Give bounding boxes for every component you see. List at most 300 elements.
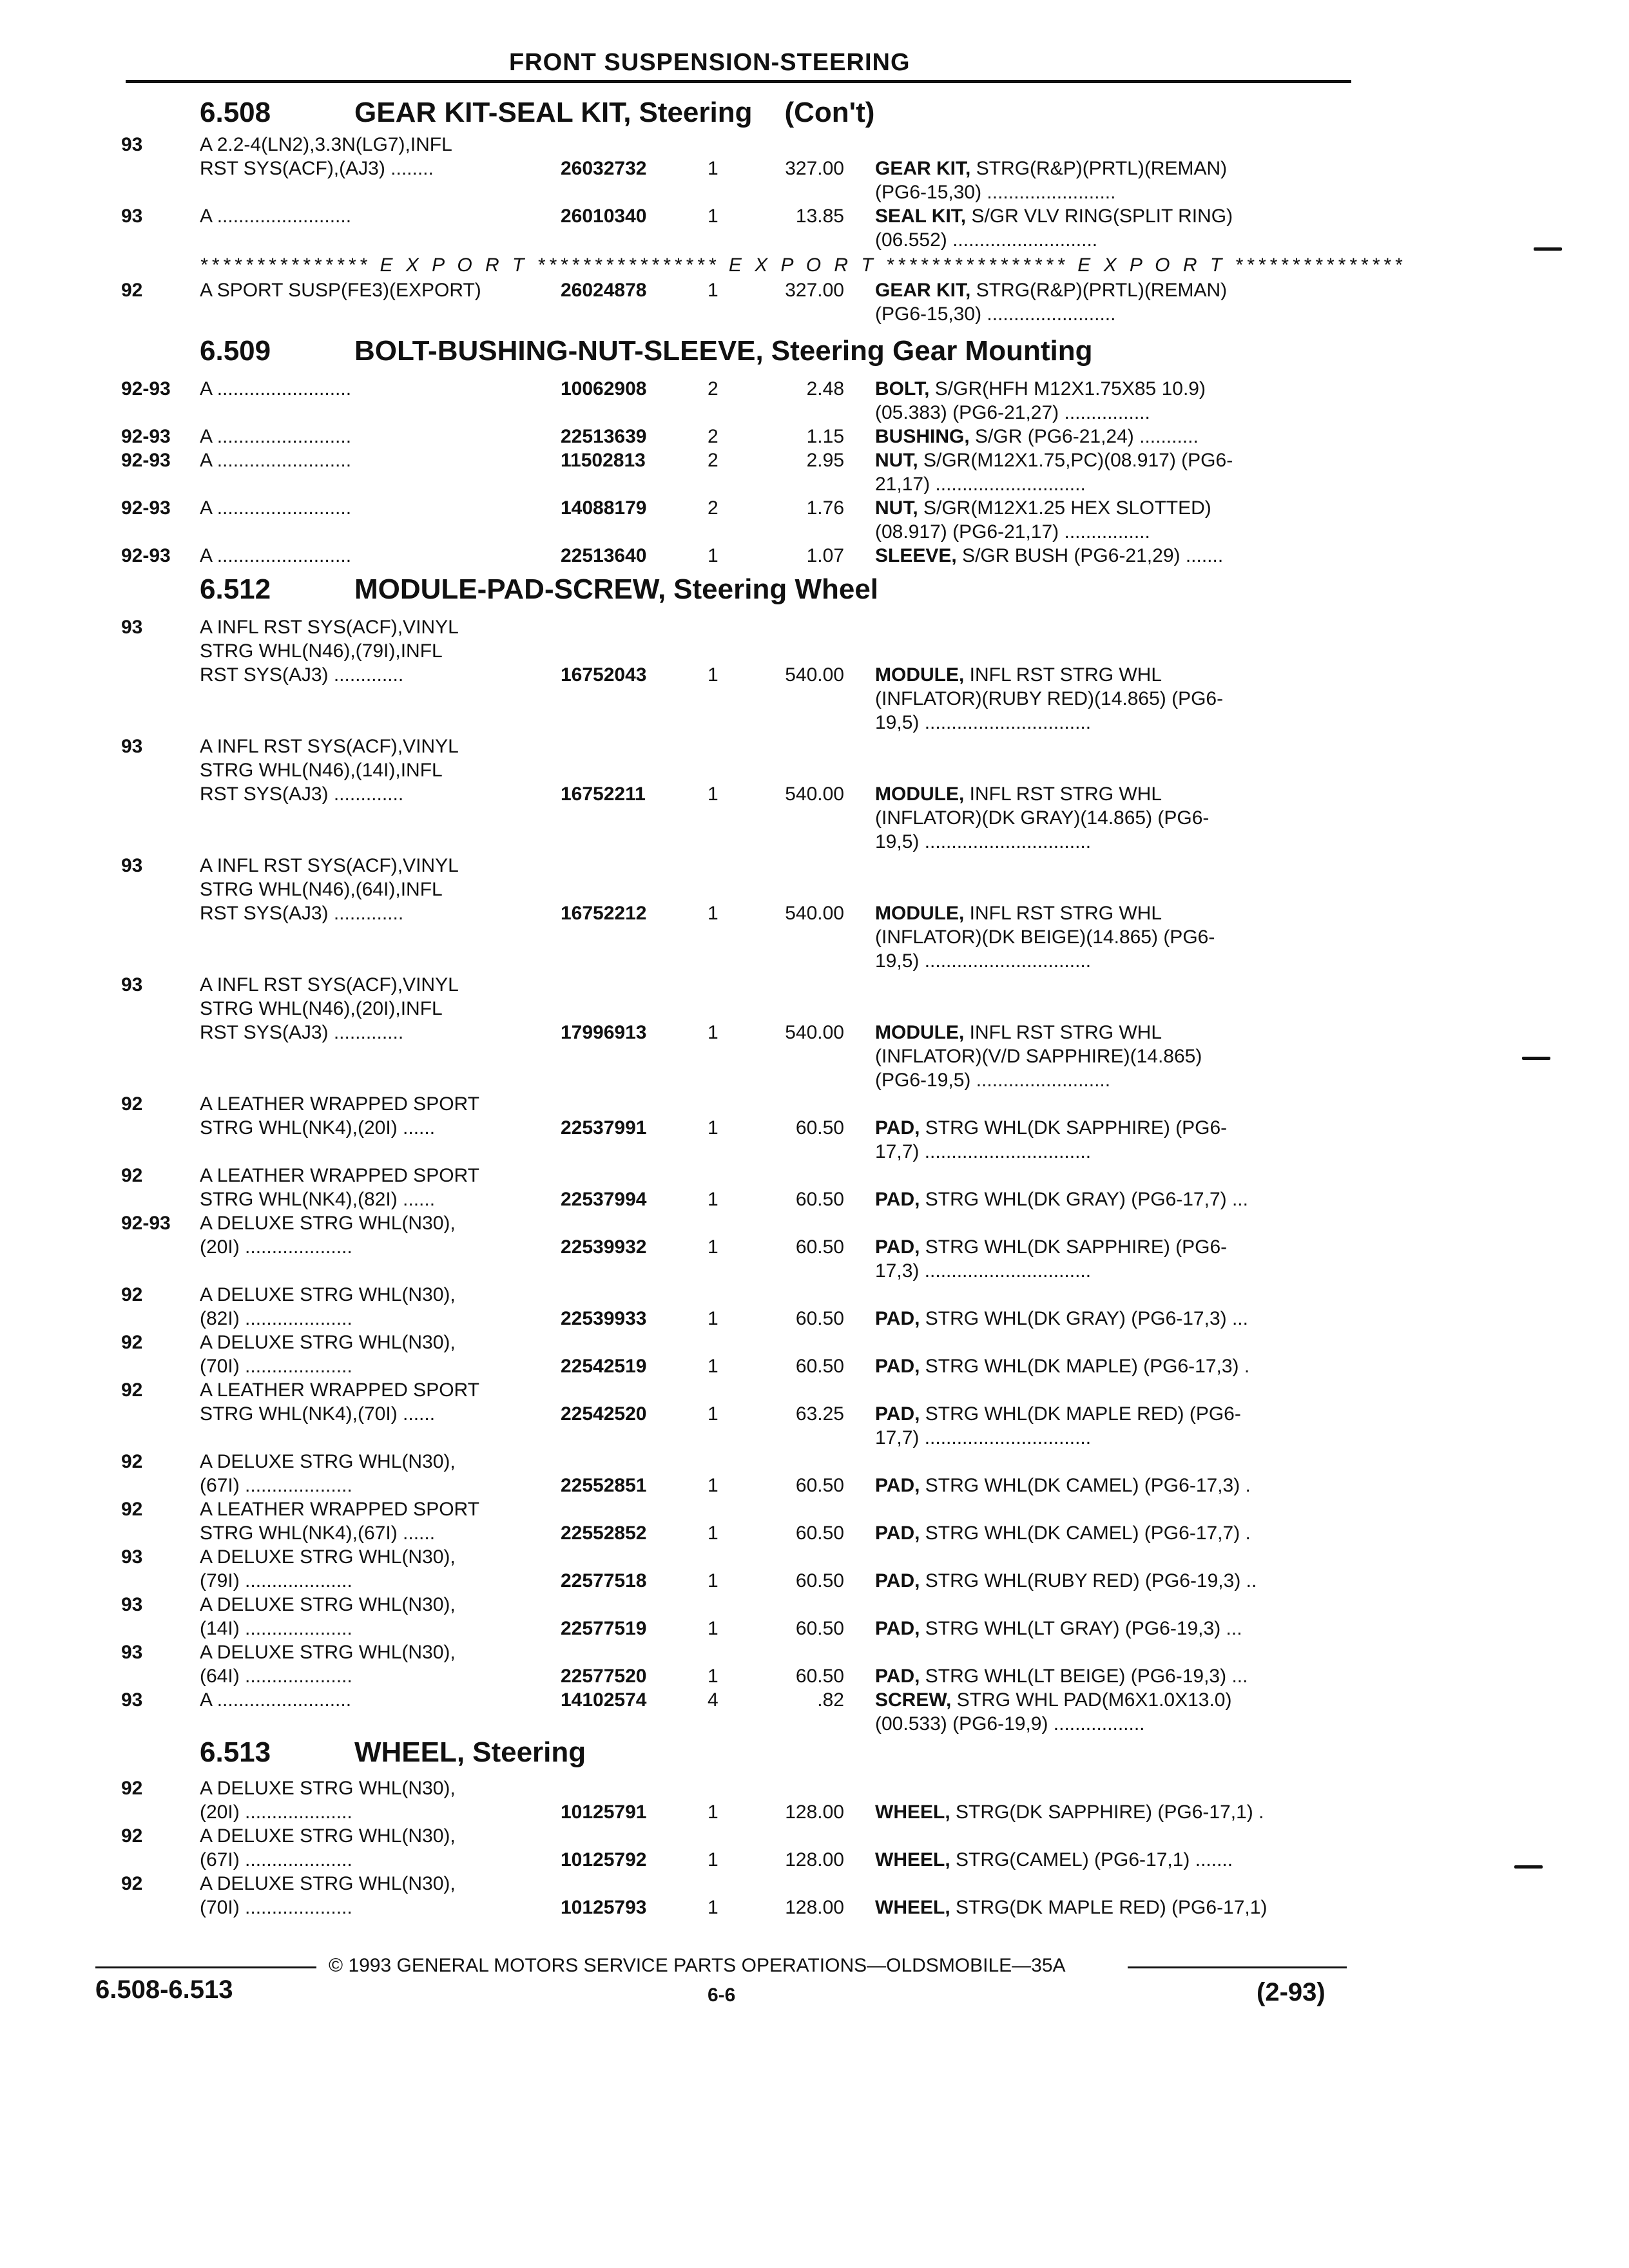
item-detail: STRG WHL(DK CAMEL) (PG6-17,3) . xyxy=(920,1475,1251,1496)
list-price: .82 xyxy=(817,1689,844,1711)
quantity: 1 xyxy=(708,1802,718,1823)
item-detail: STRG WHL(DK CAMEL) (PG6-17,7) . xyxy=(920,1523,1251,1544)
part-number: 16752211 xyxy=(561,783,646,805)
section-title xyxy=(354,97,874,129)
list-price: 60.50 xyxy=(795,1356,844,1377)
usage-description: RST SYS(AJ3) ............. xyxy=(200,903,404,924)
item-name: PAD, xyxy=(875,1356,920,1377)
item-description xyxy=(875,1044,1202,1068)
item-description xyxy=(875,377,1206,401)
usage-description: A LEATHER WRAPPED SPORT xyxy=(200,1093,479,1115)
section-subtitle: Steering Gear Mounting xyxy=(771,335,1093,367)
quantity: 1 xyxy=(708,1022,718,1043)
quantity: 1 xyxy=(708,1570,718,1591)
item-description xyxy=(875,925,1215,949)
item-description xyxy=(875,1426,1091,1450)
part-number: 26024878 xyxy=(561,280,647,301)
list-price: 60.50 xyxy=(795,1308,844,1329)
item-description xyxy=(875,1617,1242,1640)
item-name: PAD, xyxy=(875,1117,920,1139)
list-price: 128.00 xyxy=(785,1802,844,1823)
list-price: 128.00 xyxy=(785,1897,844,1918)
part-number: 10125793 xyxy=(561,1897,647,1918)
item-description xyxy=(875,496,1211,520)
list-price: 327.00 xyxy=(785,158,844,179)
quantity: 1 xyxy=(708,1236,718,1258)
item-description xyxy=(875,1307,1248,1331)
item-name: WHEEL, xyxy=(875,1897,950,1918)
usage-description: A DELUXE STRG WHL(N30), xyxy=(200,1546,456,1568)
list-price: 540.00 xyxy=(785,783,844,805)
item-name: BUSHING, xyxy=(875,426,970,447)
part-number: 22552851 xyxy=(561,1475,647,1496)
usage-description: A DELUXE STRG WHL(N30), xyxy=(200,1642,456,1663)
item-detail: (05.383) (PG6-21,27) ................ xyxy=(875,402,1150,423)
quantity: 2 xyxy=(708,426,718,447)
section-number: 6.509 xyxy=(200,335,271,367)
section-title-main: BOLT-BUSHING-NUT-SLEEVE, xyxy=(354,335,764,367)
item-detail: STRG(R&P)(PRTL)(REMAN) xyxy=(970,280,1228,301)
list-price: 1.07 xyxy=(806,545,844,566)
quantity: 1 xyxy=(708,545,718,566)
list-price: 60.50 xyxy=(795,1666,844,1687)
usage-description: RST SYS(AJ3) ............. xyxy=(200,1022,404,1043)
list-price: 1.15 xyxy=(806,426,844,447)
list-price: 2.95 xyxy=(806,450,844,471)
quantity: 1 xyxy=(708,903,718,924)
usage-description: A INFL RST SYS(ACF),VINYL xyxy=(200,974,459,995)
list-price: 540.00 xyxy=(785,903,844,924)
item-detail: STRG WHL(DK SAPPHIRE) (PG6- xyxy=(920,1236,1228,1258)
model-year: 92 xyxy=(121,1499,143,1520)
part-number: 10125791 xyxy=(561,1802,647,1823)
list-price: 60.50 xyxy=(795,1236,844,1258)
usage-description: A ......................... xyxy=(200,206,352,227)
margin-mark xyxy=(1534,247,1562,251)
model-year: 92-93 xyxy=(121,450,171,471)
footer-page-number: 6-6 xyxy=(708,1984,736,2006)
item-description xyxy=(875,278,1227,302)
usage-description: A DELUXE STRG WHL(N30), xyxy=(200,1332,456,1353)
item-detail: INFL RST STRG WHL xyxy=(964,1022,1162,1043)
model-year: 92-93 xyxy=(121,378,171,399)
item-detail: (INFLATOR)(DK BEIGE)(14.865) (PG6- xyxy=(875,927,1215,948)
usage-description: (67I) .................... xyxy=(200,1475,352,1496)
item-description xyxy=(875,806,1209,830)
usage-description: (20I) .................... xyxy=(200,1802,352,1823)
item-name: GEAR KIT, xyxy=(875,280,971,301)
usage-description: (70I) .................... xyxy=(200,1356,352,1377)
item-detail: 17,3) ............................... xyxy=(875,1260,1092,1282)
quantity: 1 xyxy=(708,1403,718,1425)
item-detail: INFL RST STRG WHL xyxy=(964,903,1162,924)
item-description xyxy=(875,687,1223,711)
section-title-main: MODULE-PAD-SCREW, xyxy=(354,573,666,605)
item-description xyxy=(875,1354,1249,1378)
quantity: 1 xyxy=(708,1308,718,1329)
usage-description: STRG WHL(N46),(20I),INFL xyxy=(200,998,443,1019)
list-price: 540.00 xyxy=(785,664,844,686)
item-detail: STRG WHL(DK MAPLE RED) (PG6- xyxy=(920,1403,1241,1425)
item-name: SEAL KIT, xyxy=(875,206,967,227)
item-description xyxy=(875,782,1162,806)
item-name: NUT, xyxy=(875,450,918,471)
item-name: GEAR KIT, xyxy=(875,158,971,179)
section-subtitle: Steering Wheel xyxy=(673,573,879,605)
list-price: 60.50 xyxy=(795,1189,844,1210)
item-detail: STRG(DK SAPPHIRE) (PG6-17,1) . xyxy=(950,1802,1264,1823)
item-detail: (INFLATOR)(RUBY RED)(14.865) (PG6- xyxy=(875,688,1224,709)
usage-description: STRG WHL(N46),(79I),INFL xyxy=(200,640,443,662)
usage-description: STRG WHL(N46),(14I),INFL xyxy=(200,760,443,781)
item-detail: INFL RST STRG WHL xyxy=(964,664,1162,686)
quantity: 1 xyxy=(708,1117,718,1139)
item-description xyxy=(875,302,1115,326)
usage-description: A DELUXE STRG WHL(N30), xyxy=(200,1284,456,1305)
margin-mark xyxy=(1522,1057,1550,1060)
item-description xyxy=(875,1140,1091,1164)
item-detail: STRG WHL PAD(M6X1.0X13.0) xyxy=(951,1689,1232,1711)
list-price: 60.50 xyxy=(795,1618,844,1639)
usage-description: A INFL RST SYS(ACF),VINYL xyxy=(200,855,459,876)
part-number: 22552852 xyxy=(561,1523,647,1544)
list-price: 60.50 xyxy=(795,1475,844,1496)
usage-description: (14I) .................... xyxy=(200,1618,352,1639)
page-title: FRONT SUSPENSION-STEERING xyxy=(509,49,911,76)
part-number: 22577520 xyxy=(561,1666,647,1687)
section-heading xyxy=(0,97,1629,135)
item-detail: STRG(CAMEL) (PG6-17,1) ....... xyxy=(950,1849,1233,1870)
quantity: 1 xyxy=(708,783,718,805)
item-name: WHEEL, xyxy=(875,1802,950,1823)
footer-rule-left xyxy=(95,1966,316,1968)
item-description xyxy=(875,1664,1248,1688)
item-description xyxy=(875,1021,1162,1044)
item-detail: S/GR VLV RING(SPLIT RING) xyxy=(966,206,1233,227)
usage-description: A LEATHER WRAPPED SPORT xyxy=(200,1165,479,1186)
usage-description: A ......................... xyxy=(200,1689,352,1711)
model-year: 92-93 xyxy=(121,426,171,447)
model-year: 92-93 xyxy=(121,545,171,566)
item-name: PAD, xyxy=(875,1618,920,1639)
model-year: 93 xyxy=(121,974,143,995)
usage-description: A 2.2-4(LN2),3.3N(LG7),INFL xyxy=(200,134,452,155)
item-name: PAD, xyxy=(875,1403,920,1425)
item-detail: (PG6-19,5) ......................... xyxy=(875,1070,1111,1091)
list-price: 13.85 xyxy=(795,206,844,227)
item-detail: STRG WHL(LT GRAY) (PG6-19,3) ... xyxy=(920,1618,1242,1639)
item-name: PAD, xyxy=(875,1475,920,1496)
usage-description: (82I) .................... xyxy=(200,1308,352,1329)
footer-date: (2-93) xyxy=(1257,1978,1325,2006)
item-name: MODULE, xyxy=(875,783,965,805)
item-name: PAD, xyxy=(875,1189,920,1210)
quantity: 1 xyxy=(708,206,718,227)
model-year: 92 xyxy=(121,1778,143,1799)
part-number: 16752212 xyxy=(561,903,647,924)
footer-copyright: © 1993 GENERAL MOTORS SERVICE PARTS OPERATIONS—OLDSMOBILE—35A xyxy=(329,1955,1066,1976)
item-description xyxy=(875,401,1150,425)
part-number: 10062908 xyxy=(561,378,647,399)
part-number: 10125792 xyxy=(561,1849,647,1870)
quantity: 2 xyxy=(708,497,718,519)
item-description xyxy=(875,901,1162,925)
item-name: SCREW, xyxy=(875,1689,952,1711)
part-number: 26032732 xyxy=(561,158,647,179)
section-title xyxy=(354,573,878,606)
item-detail: 21,17) ............................ xyxy=(875,474,1086,495)
model-year: 92 xyxy=(121,1165,143,1186)
item-name: SLEEVE, xyxy=(875,545,957,566)
item-detail: STRG WHL(DK GRAY) (PG6-17,7) ... xyxy=(920,1189,1248,1210)
model-year: 93 xyxy=(121,736,143,757)
list-price: 60.50 xyxy=(795,1117,844,1139)
item-detail: (08.917) (PG6-21,17) ................ xyxy=(875,521,1150,543)
item-name: PAD, xyxy=(875,1308,920,1329)
quantity: 1 xyxy=(708,1849,718,1870)
section-title-main: GEAR KIT-SEAL KIT, xyxy=(354,97,631,128)
quantity: 1 xyxy=(708,158,718,179)
usage-description: A ......................... xyxy=(200,426,352,447)
section-number: 6.508 xyxy=(200,97,271,128)
usage-description: RST SYS(AJ3) ............. xyxy=(200,664,404,686)
item-detail: STRG WHL(DK MAPLE) (PG6-17,3) . xyxy=(920,1356,1250,1377)
footer-section-range: 6.508-6.513 xyxy=(95,1975,233,2004)
item-name: MODULE, xyxy=(875,903,965,924)
item-description xyxy=(875,1187,1248,1211)
usage-description: A LEATHER WRAPPED SPORT xyxy=(200,1499,479,1520)
item-detail: 19,5) ............................... xyxy=(875,831,1092,852)
part-number: 14088179 xyxy=(561,497,647,519)
item-detail: STRG WHL(RUBY RED) (PG6-19,3) .. xyxy=(920,1570,1257,1591)
list-price: 2.48 xyxy=(806,378,844,399)
model-year: 92 xyxy=(121,1379,143,1401)
item-name: MODULE, xyxy=(875,1022,965,1043)
item-description xyxy=(875,472,1086,496)
usage-description: A DELUXE STRG WHL(N30), xyxy=(200,1873,456,1894)
item-detail: S/GR(M12X1.25 HEX SLOTTED) xyxy=(918,497,1211,519)
item-description xyxy=(875,520,1150,544)
item-description xyxy=(875,1402,1241,1426)
item-name: NUT, xyxy=(875,497,918,519)
part-number: 22513640 xyxy=(561,545,647,566)
list-price: 60.50 xyxy=(795,1523,844,1544)
model-year: 92 xyxy=(121,280,143,301)
item-description xyxy=(875,1569,1257,1593)
item-detail: INFL RST STRG WHL xyxy=(964,783,1162,805)
list-price: 128.00 xyxy=(785,1849,844,1870)
section-title xyxy=(354,1736,586,1769)
item-detail: STRG(DK MAPLE RED) (PG6-17,1) xyxy=(950,1897,1268,1918)
usage-description: A ......................... xyxy=(200,497,352,519)
usage-description: A ......................... xyxy=(200,450,352,471)
usage-description: (67I) .................... xyxy=(200,1849,352,1870)
usage-description: STRG WHL(NK4),(67I) ...... xyxy=(200,1523,436,1544)
item-description xyxy=(875,204,1233,228)
part-number: 22542520 xyxy=(561,1403,647,1425)
quantity: 1 xyxy=(708,1897,718,1918)
item-detail: STRG WHL(DK GRAY) (PG6-17,3) ... xyxy=(920,1308,1248,1329)
item-detail: 19,5) ............................... xyxy=(875,950,1092,972)
item-description xyxy=(875,1235,1227,1259)
part-number: 22537994 xyxy=(561,1189,647,1210)
section-heading xyxy=(0,335,1629,374)
quantity: 1 xyxy=(708,1666,718,1687)
item-description xyxy=(875,711,1091,735)
item-detail: S/GR(HFH M12X1.75X85 10.9) xyxy=(929,378,1206,399)
usage-description: (64I) .................... xyxy=(200,1666,352,1687)
section-continued-note: (Con't) xyxy=(784,97,875,128)
model-year: 93 xyxy=(121,206,143,227)
section-number: 6.512 xyxy=(200,573,271,605)
item-description xyxy=(875,157,1227,180)
usage-description: (70I) .................... xyxy=(200,1897,352,1918)
quantity: 1 xyxy=(708,1189,718,1210)
section-heading xyxy=(0,1736,1629,1775)
part-number: 22539933 xyxy=(561,1308,647,1329)
list-price: 60.50 xyxy=(795,1570,844,1591)
part-number: 26010340 xyxy=(561,206,647,227)
item-detail: 19,5) ............................... xyxy=(875,712,1092,733)
item-description xyxy=(875,830,1091,854)
quantity: 1 xyxy=(708,1618,718,1639)
usage-description: A DELUXE STRG WHL(N30), xyxy=(200,1213,456,1234)
list-price: 63.25 xyxy=(795,1403,844,1425)
usage-description: A INFL RST SYS(ACF),VINYL xyxy=(200,617,459,638)
model-year: 92 xyxy=(121,1873,143,1894)
item-description xyxy=(875,949,1091,973)
quantity: 1 xyxy=(708,1475,718,1496)
usage-description: (79I) .................... xyxy=(200,1570,352,1591)
item-name: PAD, xyxy=(875,1523,920,1544)
item-detail: (INFLATOR)(V/D SAPPHIRE)(14.865) xyxy=(875,1046,1202,1067)
item-detail: S/GR (PG6-21,24) ........... xyxy=(969,426,1199,447)
usage-description: A ......................... xyxy=(200,545,352,566)
item-detail: (INFLATOR)(DK GRAY)(14.865) (PG6- xyxy=(875,807,1210,829)
item-description xyxy=(875,1521,1251,1545)
part-number: 17996913 xyxy=(561,1022,647,1043)
usage-description: STRG WHL(NK4),(20I) ...... xyxy=(200,1117,436,1139)
quantity: 1 xyxy=(708,664,718,686)
section-number: 6.513 xyxy=(200,1736,271,1768)
item-description xyxy=(875,663,1162,687)
section-subtitle: Steering xyxy=(639,97,753,128)
usage-description: A SPORT SUSP(FE3)(EXPORT) xyxy=(200,280,481,301)
model-year: 92 xyxy=(121,1825,143,1847)
item-name: MODULE, xyxy=(875,664,965,686)
model-year: 92 xyxy=(121,1093,143,1115)
section-heading xyxy=(0,573,1629,612)
item-name: WHEEL, xyxy=(875,1849,950,1870)
section-title xyxy=(354,335,1092,367)
model-year: 92-93 xyxy=(121,497,171,519)
model-year: 93 xyxy=(121,617,143,638)
part-number: 22539932 xyxy=(561,1236,647,1258)
part-number: 22537991 xyxy=(561,1117,647,1139)
part-number: 22542519 xyxy=(561,1356,647,1377)
item-detail: STRG WHL(DK SAPPHIRE) (PG6- xyxy=(920,1117,1228,1139)
item-description xyxy=(875,544,1223,568)
header-rule xyxy=(126,80,1351,83)
section-title-main: WHEEL, xyxy=(354,1736,465,1768)
item-detail: STRG(R&P)(PRTL)(REMAN) xyxy=(970,158,1228,179)
item-description xyxy=(875,1896,1267,1919)
part-number: 14102574 xyxy=(561,1689,647,1711)
usage-description: RST SYS(ACF),(AJ3) ........ xyxy=(200,158,434,179)
item-detail: (00.533) (PG6-19,9) ................. xyxy=(875,1713,1145,1735)
quantity: 1 xyxy=(708,1523,718,1544)
quantity: 4 xyxy=(708,1689,718,1711)
item-description xyxy=(875,448,1233,472)
footer-rule-right xyxy=(1128,1966,1347,1968)
part-number: 22513639 xyxy=(561,426,647,447)
item-description xyxy=(875,1848,1233,1872)
usage-description: STRG WHL(NK4),(82I) ...... xyxy=(200,1189,436,1210)
item-detail: S/GR BUSH (PG6-21,29) ....... xyxy=(956,545,1224,566)
model-year: 93 xyxy=(121,1689,143,1711)
margin-mark xyxy=(1514,1865,1543,1869)
item-detail: (06.552) ........................... xyxy=(875,229,1098,251)
item-description xyxy=(875,1800,1264,1824)
item-description xyxy=(875,1712,1145,1736)
item-name: PAD, xyxy=(875,1666,920,1687)
item-description xyxy=(875,1116,1227,1140)
item-description xyxy=(875,1259,1091,1283)
model-year: 93 xyxy=(121,1594,143,1615)
quantity: 2 xyxy=(708,450,718,471)
item-detail: (PG6-15,30) ........................ xyxy=(875,182,1116,203)
part-number: 16752043 xyxy=(561,664,647,686)
list-price: 327.00 xyxy=(785,280,844,301)
usage-description: (20I) .................... xyxy=(200,1236,352,1258)
usage-description: STRG WHL(NK4),(70I) ...... xyxy=(200,1403,436,1425)
model-year: 93 xyxy=(121,855,143,876)
quantity: 1 xyxy=(708,1356,718,1377)
usage-description: A INFL RST SYS(ACF),VINYL xyxy=(200,736,459,757)
item-detail: (PG6-15,30) ........................ xyxy=(875,303,1116,325)
part-number: 11502813 xyxy=(561,450,646,471)
usage-description: RST SYS(AJ3) ............. xyxy=(200,783,404,805)
usage-description: A DELUXE STRG WHL(N30), xyxy=(200,1778,456,1799)
model-year: 93 xyxy=(121,1546,143,1568)
model-year: 92 xyxy=(121,1451,143,1472)
export-banner: *************** E X P O R T **************** E X P O R T **************** E X P O R T *************** xyxy=(200,255,1406,276)
item-name: PAD, xyxy=(875,1236,920,1258)
usage-description: A DELUXE STRG WHL(N30), xyxy=(200,1451,456,1472)
quantity: 1 xyxy=(708,280,718,301)
item-description xyxy=(875,1068,1110,1092)
model-year: 92-93 xyxy=(121,1213,171,1234)
part-number: 22577519 xyxy=(561,1618,647,1639)
item-detail: S/GR(M12X1.75,PC)(08.917) (PG6- xyxy=(918,450,1233,471)
model-year: 93 xyxy=(121,1642,143,1663)
usage-description: A DELUXE STRG WHL(N30), xyxy=(200,1825,456,1847)
model-year: 92 xyxy=(121,1284,143,1305)
part-number: 22577518 xyxy=(561,1570,647,1591)
item-detail: STRG WHL(LT BEIGE) (PG6-19,3) ... xyxy=(920,1666,1248,1687)
item-name: BOLT, xyxy=(875,378,930,399)
item-description xyxy=(875,228,1097,252)
item-description xyxy=(875,1688,1231,1712)
list-price: 1.76 xyxy=(806,497,844,519)
model-year: 92 xyxy=(121,1332,143,1353)
item-description xyxy=(875,180,1115,204)
usage-description: A LEATHER WRAPPED SPORT xyxy=(200,1379,479,1401)
section-subtitle: Steering xyxy=(472,1736,586,1768)
quantity: 2 xyxy=(708,378,718,399)
item-detail: 17,7) ............................... xyxy=(875,1427,1092,1448)
item-description xyxy=(875,425,1199,448)
